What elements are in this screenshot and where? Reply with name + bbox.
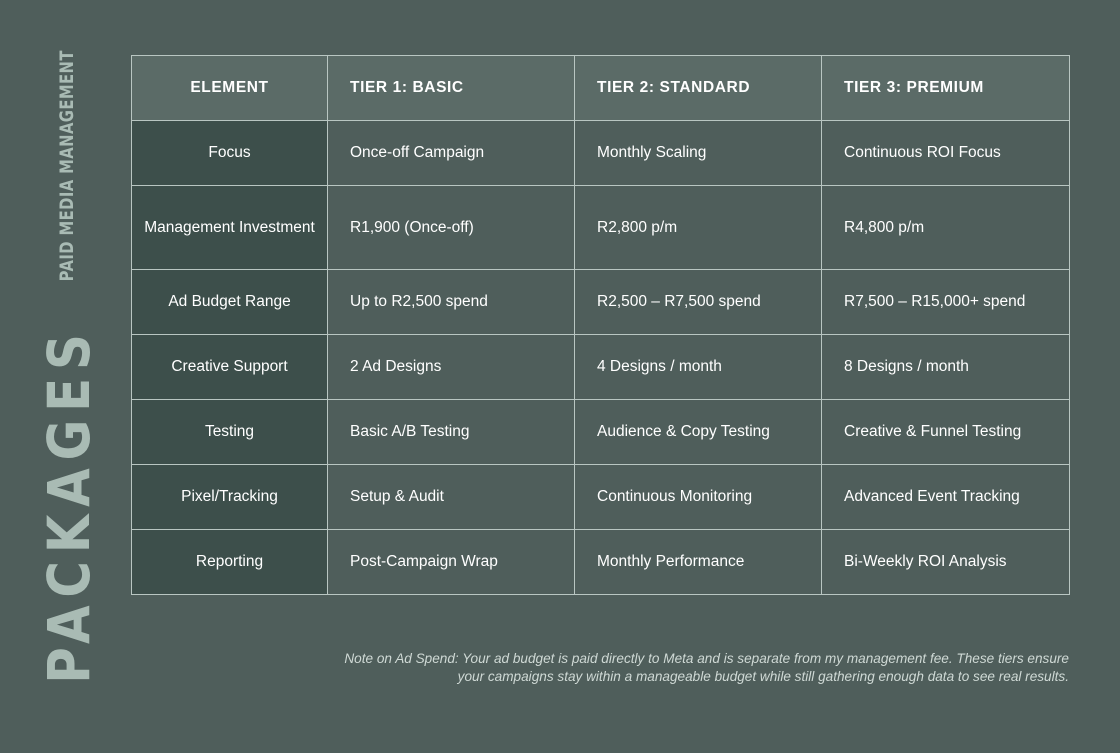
row-element: Creative Support [132, 335, 328, 400]
note-line-1: Note on Ad Spend: Your ad budget is paid directly to Meta and is separate from my management fee. These tiers ensure [344, 651, 1069, 666]
row-element: Pixel/Tracking [132, 465, 328, 530]
cell-tier1: Post-Campaign Wrap [328, 530, 575, 595]
cell-tier2: R2,500 – R7,500 spend [575, 270, 822, 335]
header-tier2: TIER 2: STANDARD [575, 56, 822, 121]
cell-tier3: R7,500 – R15,000+ spend [822, 270, 1070, 335]
cell-tier2: Monthly Performance [575, 530, 822, 595]
row-element: Focus [132, 121, 328, 186]
cell-tier3: Bi-Weekly ROI Analysis [822, 530, 1070, 595]
header-element: ELEMENT [132, 56, 328, 121]
side-title: PACKAGES [35, 326, 103, 684]
table-row [132, 186, 1070, 270]
cell-tier2: Audience & Copy Testing [575, 400, 822, 465]
row-element: Management Investment [132, 186, 328, 270]
packages-table [131, 55, 1070, 595]
header-tier1: TIER 1: BASIC [328, 56, 575, 121]
table-row [132, 400, 1070, 465]
cell-tier2: R2,800 p/m [575, 186, 822, 270]
table-header-row [132, 56, 1070, 121]
cell-tier2: Monthly Scaling [575, 121, 822, 186]
cell-tier1: R1,900 (Once-off) [328, 186, 575, 270]
side-subtitle: PAID MEDIA MANAGEMENT [56, 50, 78, 282]
cell-tier2: 4 Designs / month [575, 335, 822, 400]
cell-tier3: Creative & Funnel Testing [822, 400, 1070, 465]
table-row [132, 465, 1070, 530]
table-row [132, 121, 1070, 186]
row-element: Testing [132, 400, 328, 465]
cell-tier1: Basic A/B Testing [328, 400, 575, 465]
note-line-2: your campaigns stay within a manageable budget while still gathering enough data to see real results. [457, 669, 1069, 684]
cell-tier3: 8 Designs / month [822, 335, 1070, 400]
cell-tier1: Setup & Audit [328, 465, 575, 530]
row-element: Reporting [132, 530, 328, 595]
cell-tier1: Once-off Campaign [328, 121, 575, 186]
cell-tier3: Advanced Event Tracking [822, 465, 1070, 530]
table-row [132, 270, 1070, 335]
table-row [132, 530, 1070, 595]
cell-tier2: Continuous Monitoring [575, 465, 822, 530]
table-row [132, 335, 1070, 400]
cell-tier3: R4,800 p/m [822, 186, 1070, 270]
row-element: Ad Budget Range [132, 270, 328, 335]
cell-tier1: Up to R2,500 spend [328, 270, 575, 335]
header-tier3: TIER 3: PREMIUM [822, 56, 1070, 121]
cell-tier3: Continuous ROI Focus [822, 121, 1070, 186]
cell-tier1: 2 Ad Designs [328, 335, 575, 400]
ad-spend-note [269, 650, 1069, 686]
